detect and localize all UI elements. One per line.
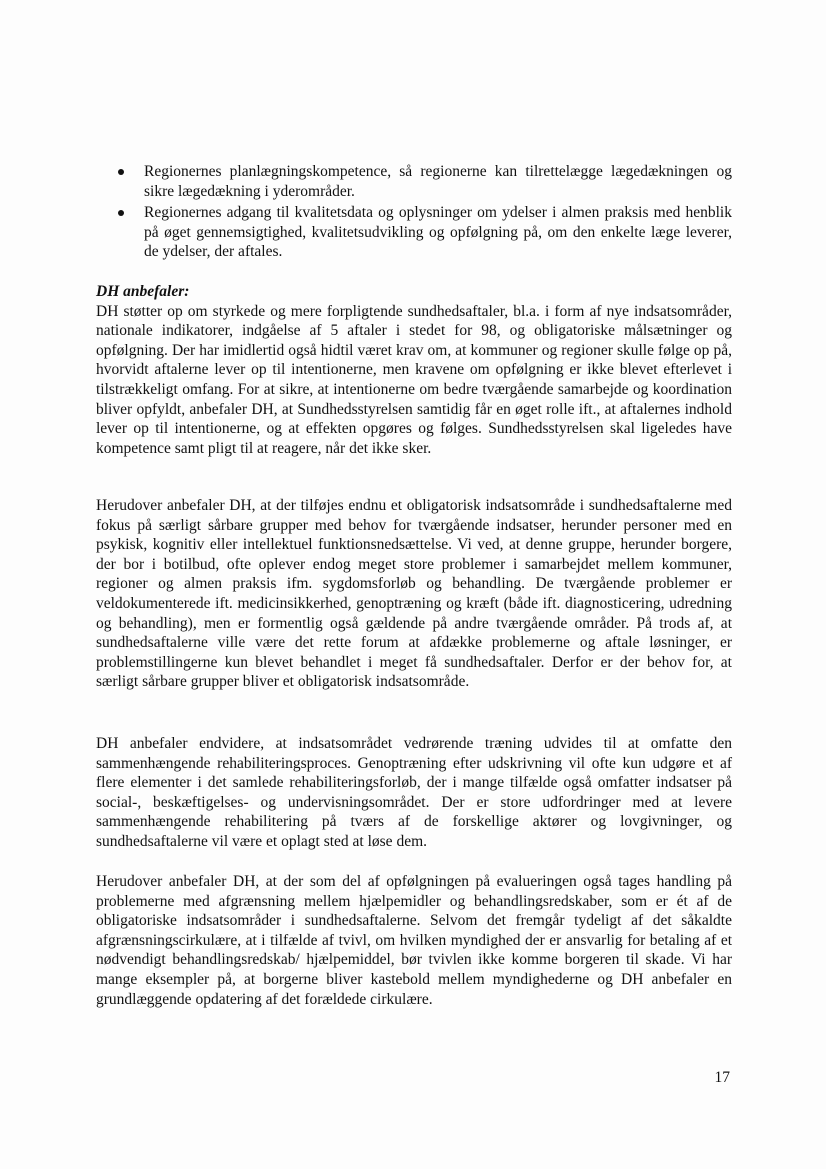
paragraph: Herudover anbefaler DH, at der tilføjes endnu et obligatorisk indsatsområde i sundhedsaftalerne med fokus på særligt sårbare grupper med behov for tværgående indsatser, herunder personer med en psykisk, kognitiv eller intellektuel funktionsnedsættelse. Vi ved, at denne gruppe, herunder borgere, der bor i botilbud, ofte oplever endog meget store problemer i samarbejdet mellem kommuner, regioner og almen praksis ifm. sygdomsforløb og behandling. De tværgående problemer er veldokumenterede ift. medicinsikkerhed, genoptræning og kræft (både ift. diagnosticering, udredning og behandling), men er formentlig også gældende på andre tværgående områder. På trods af, at sundhedsaftalerne ville være det rette forum at afdække problemerne og aftale løsninger, er problemstillingerne kun blevet behandlet i meget få sundhedsaftaler. Derfor er der behov for, at særligt sårbare grupper bliver et obligatorisk indsatsområde.	[96, 497, 732, 691]
section-heading: DH anbefaler:	[96, 283, 190, 300]
bullet-dot-icon	[118, 210, 124, 216]
bullet-dot-icon	[118, 169, 124, 175]
paragraph: Herudover anbefaler DH, at der som del af opfølgningen på evalueringen også tages handling på problemerne med afgrænsning mellem hjælpemidler og behandlingsredskaber, som er ét af de obligatoriske indsatsområder i sundhedsaftalerne. Selvom det fremgår tydeligt af det såkaldte afgrænsningscirkulære, at i tilfælde af tvivl, om hvilken myndighed der er ansvarlig for betaling af et nødvendigt behandlingsredskab/ hjælpemiddel, bør tvivlen ikke komme borgeren til skade. Vi har mange eksempler på, at borgerne bliver kastebold mellem myndighederne og DH anbefaler en grundlæggende opdatering af det forældede cirkulære.	[96, 873, 732, 1008]
bullet-text: Regionernes adgang til kvalitetsdata og oplysninger om ydelser i almen praksis med henblik på øget gennemsigtighed, kvalitetsudvikling og opfølgning på, om den enkelte læge leverer, de ydelser, der aftales.	[144, 204, 732, 261]
paragraph: DH støtter op om styrkede og mere forpligtende sundhedsaftaler, bl.a. i form af nye indsatsområder, nationale indikatorer, indgåelse af 5 aftaler i stedet for 98, og obligatoriske målsætninger og opfølgning. Der har imidlertid også hidtil været krav om, at kommuner og regioner skulle følge op på, hvorvidt aftalerne lever op til intentionerne, men kravene om opfølgning er ikke blevet efterlevet i tilstrækkeligt omfang. For at sikre, at intentionerne om bedre tværgående samarbejde og koordination bliver opfyldt, anbefaler DH, at Sundhedsstyrelsen samtidig får en øget rolle ift., at aftalernes indhold lever op til intentionerne, og at effekten opgøres og følges. Sundhedsstyrelsen skal ligeledes have kompetence samt pligt til at reagere, når det ikke sker.	[96, 302, 732, 457]
bullet-list	[96, 162, 732, 264]
page-number: 17	[714, 1069, 730, 1086]
bullet-item	[96, 203, 732, 262]
paragraph: DH anbefaler endvidere, at indsatsområdet vedrørende træning udvides til at omfatte den sammenhængende rehabiliteringsproces. Genoptræning efter udskrivning vil ofte kun udgøre et af flere elementer i det samlede rehabiliteringsforløb, der i mange tilfælde også omfatter indsatser på social-, beskæftigelses- og undervisningsområdet. Der er store udfordringer med at levere sammenhængende rehabilitering på tværs af de forskellige aktører og lovgivninger, og sundhedsaftalerne vil være et oplagt sted at løse dem.	[96, 735, 732, 850]
bullet-item	[96, 162, 732, 201]
bullet-text: Regionernes planlægningskompetence, så regionerne kan tilrettelægge lægedækningen og sikre lægedækning i yderområder.	[144, 163, 732, 200]
recommendation-section	[96, 282, 732, 458]
